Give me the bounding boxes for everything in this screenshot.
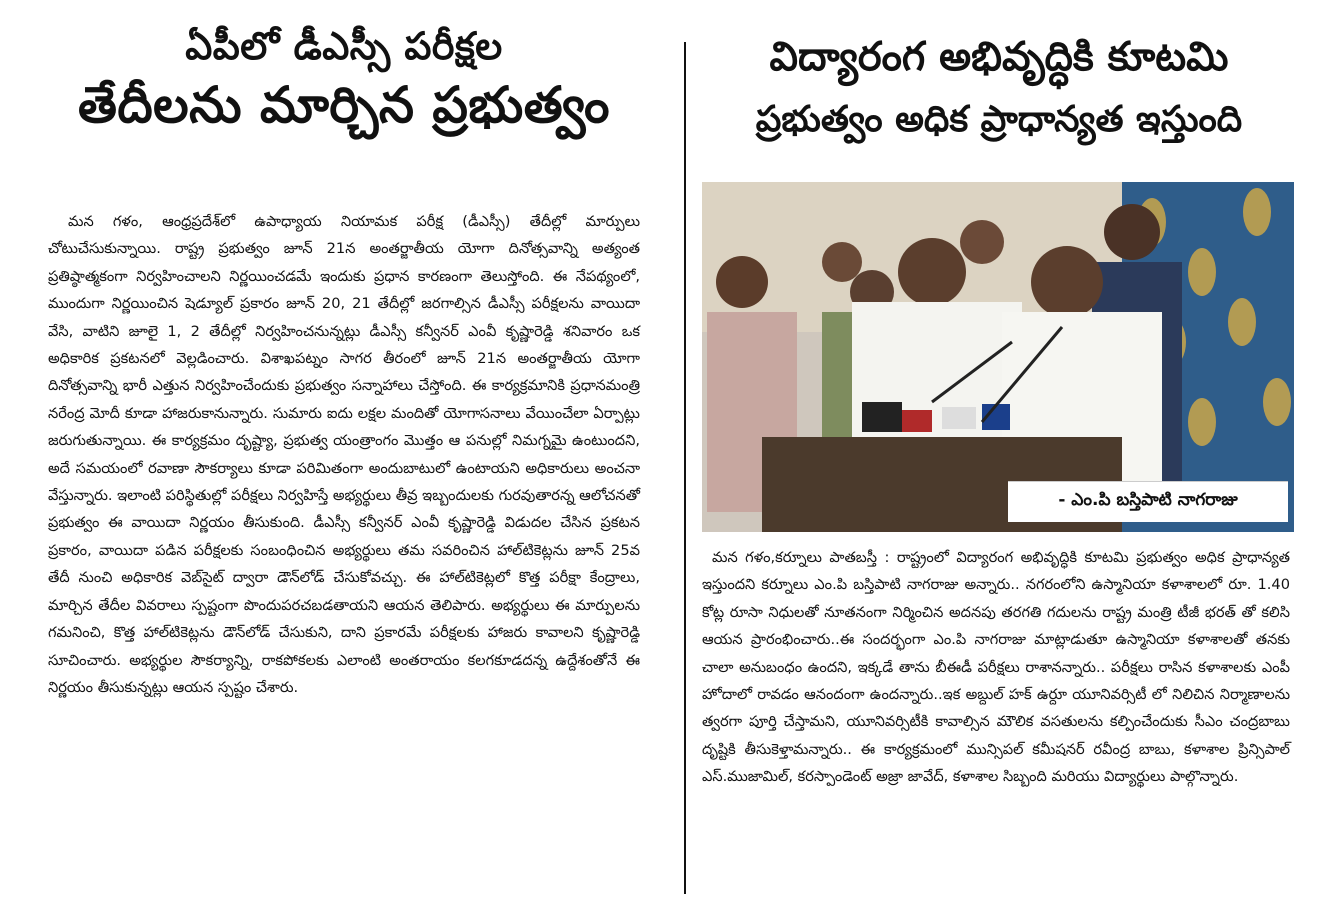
right-headline-line2: ప్రభుత్వం అధిక ప్రాధాన్యత ఇస్తుంది xyxy=(755,99,1243,140)
right-article xyxy=(700,22,1298,902)
column-divider xyxy=(684,42,686,894)
left-article-body: మన గళం, ఆంధ్రప్రదేశ్‌లో ఉపాధ్యాయ నియామక పరీక్ష (డీఎస్సీ) తేదీల్లో మార్పులు చోటుచేసుకున్నాయి. రాష్ట్ర ప్రభుత్వం జూన్ 21న అంతర్జాతీయ యోగా దినోత్సవాన్ని అత్యంత ప్రతిష్ఠాత్మకంగా నిర్వహించాలని నిర్ణయించడమే ఇందుకు ప్రధాన కారణంగా తెలుస్తోంది. ఈ నేపథ్యంలో, ముందుగా నిర్ణయించిన షెడ్యూల్ ప్రకారం జూన్ 20, 21 తేదీల్లో జరగాల్సిన డీఎస్సీ పరీక్షలను వాయిదా వేసి, వాటిని జూలై 1, 2 తేదీల్లో నిర్వహించనున్నట్లు డీఎస్సీ కన్వీనర్ ఎంవీ కృష్ణారెడ్డి శనివారం ఒక అధికారిక ప్రకటనలో వెల్లడించారు. విశాఖపట్నం సాగర తీరంలో జూన్ 21న అంతర్జాతీయ యోగా దినోత్సవాన్ని భారీ ఎత్తున నిర్వహించేందుకు ప్రభుత్వం సన్నాహాలు చేస్తోంది. ఈ కార్యక్రమానికి ప్రధానమంత్రి నరేంద్ర మోదీ కూడా హాజరుకానున్నారు. సుమారు ఐదు లక్షల మందితో యోగాసనాలు వేయించేలా ఏర్పాట్లు జరుగుతున్నాయి. ఈ కార్యక్రమం దృష్ట్యా, ప్రభుత్వ యంత్రాంగం మొత్తం ఆ పనుల్లో నిమగ్నమై ఉంటుందని, అదే సమయంలో రవాణా సౌకర్యాలు కూడా పరిమితంగా అందుబాటులో ఉంటాయని అధికారులు అంచనా వేస్తున్నారు. ఇలాంటి పరిస్థితుల్లో పరీక్షలు నిర్వహిస్తే అభ్యర్థులు తీవ్ర ఇబ్బందులకు గురవుతారన్న ఆలోచనతో ప్రభుత్వం ఈ వాయిదా నిర్ణయం తీసుకుంది. డీఎస్సీ కన్వీనర్ ఎంవీ కృష్ణారెడ్డి విడుదల చేసిన ప్రకటన ప్రకారం, వాయిదా పడిన పరీక్షలకు సంబంధించిన అభ్యర్థులు తమ సవరించిన హాల్‌టికెట్లను జూన్ 25వ తేదీ నుంచి అధికారిక వెబ్‌సైట్ ద్వారా డౌన్‌లోడ్ చేసుకోవచ్చు. ఈ హాల్‌టికెట్లలో కొత్త పరీక్షా కేంద్రాలు, మార్చిన తేదీల వివరాలు స్పష్టంగా పొందుపరచబడతాయని ఆయన తెలిపారు. అభ్యర్థులు ఈ మార్పులను గమనించి, కొత్త హాల్‌టికెట్లను డౌన్‌లోడ్ చేసుకుని, దాని ప్రకారమే పరీక్షలకు హాజరు కావాలని కృష్ణారెడ్డి సూచించారు. అభ్యర్థుల సౌకర్యాన్ని, రాకపోకలకు ఎలాంటి అంతరాయం కలగకూడదన్న ఉద్దేశంతోనే ఈ నిర్ణయం తీసుకున్నట్లు ఆయన స్పష్టం చేశారు. xyxy=(48,213,640,696)
press-conference-illustration xyxy=(702,182,1294,532)
photo-caption: - ఎం.పి బస్తిపాటి నాగరాజు xyxy=(1008,481,1288,522)
left-headline-line1: ఏపీలో డీఎస్సీ పరీక్షల xyxy=(185,24,503,68)
press-conference-photo xyxy=(702,182,1294,532)
left-headline-line2: తేదీలను మార్చిన ప్రభుత్వం xyxy=(77,76,610,134)
right-headline-line1: విద్యారంగ అభివృద్ధికి కూటమి xyxy=(769,34,1229,80)
right-article-body: మన గళం,కర్నూలు పాతబస్తీ : రాష్ట్రంలో విద్యారంగ అభివృద్ధికి కూటమి ప్రభుత్వం అధిక ప్రాధాన్యత ఇస్తుందని కర్నూలు ఎం.పి బస్తిపాటి నాగరాజు అన్నారు.. నగరంలోని ఉస్మానియా కళాశాలలో రూ. 1.40 కోట్ల రూసా నిధులతో నూతనంగా నిర్మించిన అదనపు తరగతి గదులను రాష్ట్ర మంత్రి టీజీ భరత్ తో కలిసి ఆయన ప్రారంభించారు..ఈ సందర్భంగా ఎం.పి నాగరాజు మాట్లాడుతూ ఉస్మానియా కళాశాలతో తనకు చాలా అనుబంధం ఉందని, ఇక్కడే తాను బీఈడీ పరీక్షలు రాశానన్నారు.. పరీక్షలు రాసిన కళాశాలకు ఎంపీ హోదాలో రావడం ఆనందంగా ఉందన్నారు..ఇక అబ్దుల్ హక్ ఉర్దూ యూనివర్సిటీ లో నిలిచిన నిర్మాణాలను త్వరగా పూర్తి చేస్తామని, యూనివర్సిటీకి కావాల్సిన మౌలిక వసతులను కల్పించేందుకు సీఎం చంద్రబాబు దృష్టికి తీసుకెళ్తామన్నారు.. ఈ కార్యక్రమంలో మున్సిపల్ కమీషనర్ రవీంద్ర బాబు, కళాశాల ప్రిన్సిపాల్ ఎస్.ముజామిల్, కరస్పాండెంట్ అజ్రా జావేద్, కళాశాల సిబ్బంది మరియు విద్యార్థులు పాల్గొన్నారు. xyxy=(702,549,1290,786)
left-article xyxy=(48,22,640,902)
